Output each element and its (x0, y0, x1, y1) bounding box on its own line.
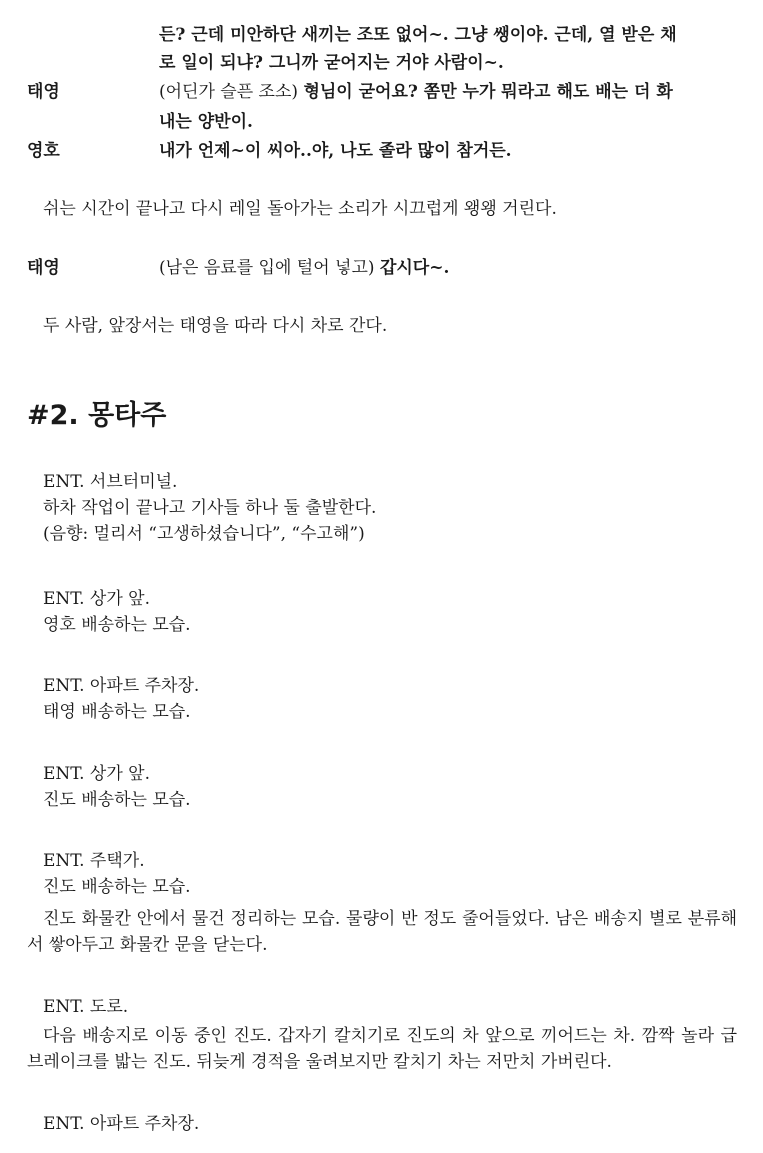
action-line: 두 사람, 앞장서는 태영을 따라 다시 차로 간다. (43, 316, 388, 336)
dialogue-line: 로 일이 되냐? 그니까 굳어지는 거야 사람이~. (159, 53, 504, 73)
action-paragraph: 다음 배송지로 이동 중인 진도. 갑자기 칼치기로 진도의 차 앞으로 끼어드는 차. 깜짝 놀라 급브레이크를 밟는 진도. 뒤늦게 경적을 울려보지만 칼치기 차는 저만치 가버린다. (27, 1026, 737, 1072)
montage-block (43, 848, 191, 900)
action-line: 진도 배송하는 모습. (43, 877, 191, 897)
slug-line: ENT. 서브터미널. (43, 472, 178, 492)
dialogue-line (159, 81, 673, 103)
montage-block (43, 586, 191, 638)
dialogue-line: 든? 근데 미안하단 새끼는 조또 없어~. 그냥 쌩이야. 근데, 열 받은 채 (159, 25, 677, 45)
dialogue-text: 갑시다~. (379, 258, 450, 278)
dialogue-text: 형님이 굳어요? 쫌만 누가 뭐라고 해도 배는 더 화 (303, 82, 673, 102)
montage-block (43, 994, 128, 1020)
speaker-name: 영호 (27, 141, 60, 161)
scene-heading: #2. 몽타주 (27, 400, 167, 431)
action-paragraph: 진도 화물칸 안에서 물건 정리하는 모습. 물량이 반 정도 줄어들었다. 남은 배송지 별로 분류해서 쌓아두고 화물칸 문을 닫는다. (27, 909, 737, 955)
action-line: (음향: 멀리서 “고생하셨습니다”, “수고해”) (43, 524, 365, 544)
montage-block (43, 761, 191, 813)
montage-block (43, 469, 376, 547)
action-line: 진도 배송하는 모습. (43, 790, 191, 810)
speaker-name: 태영 (27, 258, 60, 278)
montage-block (43, 1111, 199, 1137)
dialogue-line: 내가 언제~이 씨아..야, 나도 졸라 많이 참거든. (159, 141, 512, 161)
dialogue-line: 내는 양반이. (159, 112, 253, 132)
slug-line: ENT. 아파트 주차장. (43, 676, 200, 696)
stage-direction: (남은 음료를 입에 털어 넣고) (159, 258, 375, 278)
action-line: 영호 배송하는 모습. (43, 615, 191, 635)
dialogue-line (159, 257, 449, 279)
slug-line: ENT. 상가 앞. (43, 764, 151, 784)
action-line: 하차 작업이 끝나고 기사들 하나 둘 출발한다. (43, 498, 377, 518)
action-line: 태영 배송하는 모습. (43, 702, 191, 722)
slug-line: ENT. 아파트 주차장. (43, 1114, 200, 1134)
montage-block (43, 673, 199, 725)
slug-line: ENT. 주택가. (43, 851, 145, 871)
stage-direction: (어딘가 슬픈 조소) (159, 82, 299, 102)
slug-line: ENT. 상가 앞. (43, 589, 151, 609)
slug-line: ENT. 도로. (43, 997, 129, 1017)
action-line: 쉬는 시간이 끝나고 다시 레일 돌아가는 소리가 시끄럽게 왱왱 거린다. (43, 199, 557, 219)
speaker-name: 태영 (27, 82, 60, 102)
